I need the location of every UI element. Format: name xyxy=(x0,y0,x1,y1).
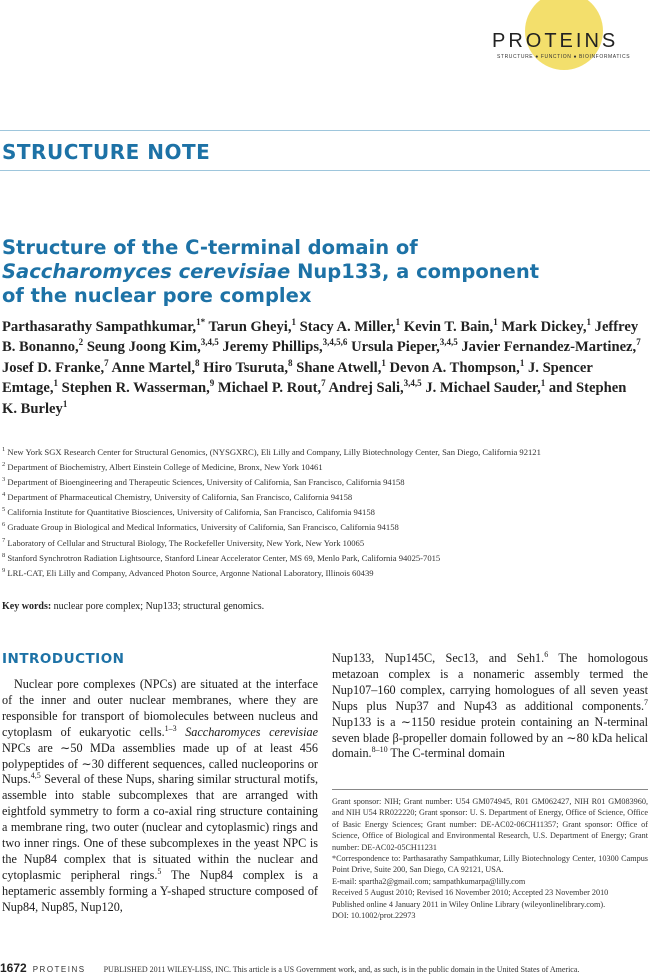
author-affiliation-mark: 1 xyxy=(586,317,591,328)
author-name: Ursula Pieper, xyxy=(351,339,440,356)
author-name: Stephen R. Wasserman, xyxy=(61,380,210,397)
keywords xyxy=(2,601,264,612)
intro-right-text-1: Nup133, Nup145C, Sec13, and Seh1. xyxy=(332,651,545,665)
introduction-heading: INTRODUCTION xyxy=(2,651,125,667)
author-name: J. Spencer Emtage, xyxy=(2,359,593,397)
correspondence: *Correspondence to: Parthasarathy Sampathkumar, Lilly Biotechnology Center, 10300 Campus Point Drive, Suite 200, San Diego, CA 92121, USA. xyxy=(332,854,648,875)
author-affiliation-mark: 3,4,5 xyxy=(200,337,219,348)
author-affiliation-mark: 9 xyxy=(209,378,215,389)
affiliation-item xyxy=(2,475,642,490)
title-line-2-rest: Nup133, a component xyxy=(290,260,540,283)
author-name: and Stephen K. Burley xyxy=(2,380,627,417)
author-affiliation-mark: 1* xyxy=(196,317,206,328)
intro-left-text-3: Several of these Nups, sharing similar structural motifs, assemble into stable subcomplexes that are arranged with eightfold symmetry to form a co-axial ring structure containing a membrane ring, two outer (nuclear and cytoplasmic) rings and two inner rings. One of these subcomplexes in the yeast NPC is the Nup84 complex that is situated within the nuclear and cytoplasmic peripheral rings. xyxy=(2,772,318,882)
affiliation-text: LRL-CAT, Eli Lilly and Company, Advanced Photon Source, Argonne National Laboratory, Illinois 60439 xyxy=(7,567,374,578)
title-line-2 xyxy=(2,260,642,284)
author-affiliation-mark: 7 xyxy=(636,337,641,348)
intro-left-text-4: The Nup84 complex is a heptameric assembly forming a Y-shaped structure composed of Nup84, Nup85, Nup120, xyxy=(2,867,318,914)
footer-journal: PROTEINS xyxy=(32,965,86,974)
author-list xyxy=(2,317,642,419)
affiliation-number: 1 xyxy=(2,446,6,454)
received-dates: Received 5 August 2010; Revised 16 November 2010; Accepted 23 November 2010 xyxy=(332,888,609,898)
author-affiliation-mark: 2 xyxy=(78,337,84,348)
footer-text: PUBLISHED 2011 WILEY-LISS, INC. This article is a US Government work, and, as such, is in the public domain in the United States of America. xyxy=(103,965,580,974)
citation-ref[interactable]: 5 xyxy=(157,866,162,876)
doi[interactable]: DOI: 10.1002/prot.22973 xyxy=(332,911,416,921)
affiliation-text: Department of Bioengineering and Therapeutic Sciences, University of California, San Francisco, California 94158 xyxy=(7,477,405,488)
author-affiliation-mark: 3,4,5 xyxy=(439,337,458,348)
affiliation-text: Stanford Synchrotron Radiation Lightsource, Stanford Linear Accelerator Center, MS 69, Menlo Park, California 94025-7015 xyxy=(7,552,441,563)
affiliation-number: 4 xyxy=(2,491,6,499)
affiliation-number: 6 xyxy=(2,521,6,529)
journal-logo: PROTEINS xyxy=(492,30,619,52)
affiliation-text: Graduate Group in Biological and Medical Informatics, University of California, San Francisco, California 94158 xyxy=(7,522,399,533)
author-affiliation-mark: 1 xyxy=(493,317,498,328)
author-name: Javier Fernandez-Martinez, xyxy=(461,339,637,356)
author-name: Hiro Tsuruta, xyxy=(203,359,289,376)
author-name: J. Michael Sauder, xyxy=(425,380,541,397)
affiliation-number: 8 xyxy=(2,551,6,559)
title-species: Saccharomyces cerevisiae xyxy=(2,260,291,283)
keywords-label: Key words: xyxy=(2,601,52,612)
affiliation-item xyxy=(2,566,642,581)
affiliation-item xyxy=(2,445,642,460)
author-affiliation-mark: 8 xyxy=(195,357,200,368)
author-name: Andrej Sali, xyxy=(328,380,404,397)
author-name: Devon A. Thompson, xyxy=(389,359,520,376)
header-rule xyxy=(0,130,650,131)
published-online: Published online 4 January 2011 in Wiley Online Library (wileyonlinelibrary.com). xyxy=(332,899,606,909)
footnote-rule xyxy=(332,789,648,790)
author-affiliation-mark: 8 xyxy=(288,357,293,368)
page-number: 1672 xyxy=(0,961,27,975)
author-affiliation-mark: 3,4,5,6 xyxy=(322,337,348,348)
intro-right-text-2: The homologous metazoan complex is a nonameric assembly termed the Nup107–160 complex, carrying homologues of all seven yeast Nups plus Nup37 and Nup43 as additional components. xyxy=(332,651,648,713)
affiliation-item xyxy=(2,505,642,520)
grant-sponsors: Grant sponsor: NIH; Grant number: U54 GM074945, R01 GM062427, NIH R01 GM083960, and NIH U54 RR022220; Grant sponsor: U. S. Department of Energy, Office of Science, Office of Basic Energy Sciences; Grant number: DE-AC02-06CH11357; Grant sponsor: Office of Science, Office of Biological and Environmental Research, U.S. Department of Energy; Grant number: DE-AC02-05CH11231 xyxy=(332,797,648,852)
affiliation-number: 7 xyxy=(2,536,6,544)
citation-ref[interactable]: 7 xyxy=(644,697,648,707)
title-line-3: of the nuclear pore complex xyxy=(2,284,312,307)
author-affiliation-mark: 7 xyxy=(321,378,326,389)
affiliation-text: Department of Biochemistry, Albert Einstein College of Medicine, Bronx, New York 10461 xyxy=(7,462,323,473)
author-affiliation-mark: 1 xyxy=(53,378,58,389)
intro-left-text-1: Nuclear pore complexes (NPCs) are situated at the interface of the inner and outer nuclear membranes, where they are responsible for transport of biomolecules between nucleus and cytoplasm of eukaryotic cells. xyxy=(2,677,318,739)
author-name: Kevin T. Bain, xyxy=(403,319,494,335)
author-affiliation-mark: 3,4,5 xyxy=(403,378,422,389)
author-name: Tarun Gheyi, xyxy=(208,319,292,335)
author-name: Anne Martel, xyxy=(111,359,195,376)
intro-left-text-2: NPCs are ∼50 MDa assemblies made up of at least 456 polypeptides of ∼30 different sequences, called nucleoporins or Nups. xyxy=(2,740,318,787)
author-affiliation-mark: 1 xyxy=(381,357,386,368)
intro-right-text-3: Nup133 is a ∼1150 residue protein containing an N-terminal seven blade β-propeller domain followed by an ∼80 kDa helical domain. xyxy=(332,714,648,761)
author-name: Stacy A. Miller, xyxy=(299,319,396,335)
citation-ref[interactable]: 1–3 xyxy=(164,723,177,733)
intro-column-right xyxy=(332,651,648,762)
author-affiliation-mark: 1 xyxy=(519,357,525,368)
title-line-1: Structure of the C-terminal domain of xyxy=(2,236,418,259)
affiliation-text: New York SGX Research Center for Structural Genomics, (NYSGXRC), Eli Lilly and Company, Lilly Biotechnology Center, San Diego, California 92121 xyxy=(7,447,541,457)
citation-ref[interactable]: 8–10 xyxy=(371,745,388,755)
affiliation-item xyxy=(2,460,642,475)
species-name: Saccharomyces cerevisiae xyxy=(185,724,319,739)
intro-column-left xyxy=(2,677,318,916)
affiliation-item xyxy=(2,520,642,535)
author-name: Jeremy Phillips, xyxy=(222,339,323,356)
affiliation-item xyxy=(2,551,642,566)
author-affiliation-mark: 1 xyxy=(62,398,68,409)
affiliation-item xyxy=(2,490,642,505)
author-name: Parthasarathy Sampathkumar, xyxy=(2,319,197,335)
section-rule xyxy=(0,170,650,171)
affiliation-item xyxy=(2,536,642,551)
keywords-text: nuclear pore complex; Nup133; structural genomics. xyxy=(51,601,265,612)
affiliation-text: Laboratory of Cellular and Structural Biology, The Rockefeller University, New York, New York 10065 xyxy=(7,537,365,548)
affiliation-number: 5 xyxy=(2,506,6,514)
author-name: Mark Dickey, xyxy=(501,319,587,335)
journal-tagline: STRUCTURE ● FUNCTION ● BIOINFORMATICS xyxy=(497,54,631,60)
citation-ref[interactable]: 6 xyxy=(544,649,549,659)
article-title xyxy=(2,236,642,308)
affiliation-text: Department of Pharmaceutical Chemistry, University of California, San Francisco, California 94158 xyxy=(7,492,353,503)
author-affiliation-mark: 1 xyxy=(291,317,296,328)
author-name: Jeffrey B. Bonanno, xyxy=(2,319,639,356)
author-affiliation-mark: 7 xyxy=(104,357,109,368)
author-name: Shane Atwell, xyxy=(296,359,382,376)
email[interactable]: E-mail: spartha2@gmail.com; sampathkumarpa@lilly.com xyxy=(332,876,526,886)
section-label: STRUCTURE NOTE xyxy=(2,140,211,164)
affiliation-number: 9 xyxy=(2,566,6,574)
author-name: Seung Joong Kim, xyxy=(86,339,201,356)
affiliation-list xyxy=(2,445,642,581)
affiliation-number: 2 xyxy=(2,461,6,469)
grant-info xyxy=(332,796,648,921)
citation-ref[interactable]: 4,5 xyxy=(30,771,41,781)
author-name: Josef D. Franke, xyxy=(2,359,105,376)
author-name: Michael P. Rout, xyxy=(217,380,322,397)
intro-right-text-4: The C-terminal domain xyxy=(387,746,505,761)
affiliation-number: 3 xyxy=(2,476,6,484)
page-footer xyxy=(0,961,650,975)
author-affiliation-mark: 1 xyxy=(540,378,546,389)
author-affiliation-mark: 1 xyxy=(395,317,401,328)
affiliation-text: California Institute for Quantitative Biosciences, University of California, San Francisco, California 94158 xyxy=(7,507,375,518)
